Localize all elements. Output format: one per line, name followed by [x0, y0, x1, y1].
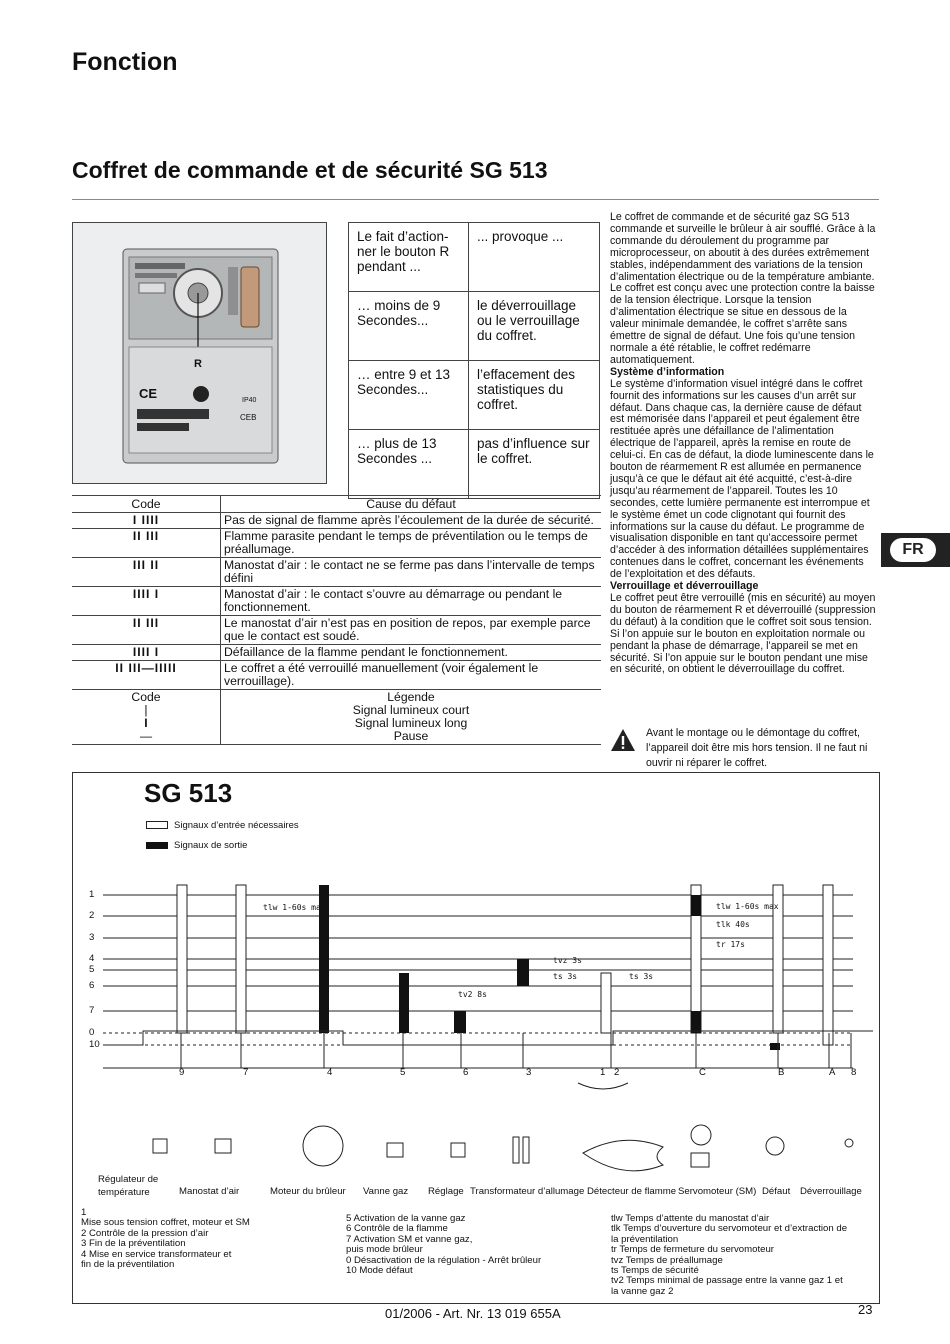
blink-code: II III: [72, 529, 221, 558]
footnote-line: tr Temps de fermeture du servomoteur: [611, 1244, 774, 1256]
phase-label: 4: [327, 1067, 333, 1078]
warning-note: [610, 726, 876, 771]
footnote-line: la vanne gaz 2: [611, 1285, 674, 1297]
component-label: Défaut: [762, 1186, 791, 1197]
phase-label: 3: [526, 1067, 532, 1078]
footnote-line: la préventilation: [611, 1233, 679, 1245]
ceb-label: CEB: [240, 413, 257, 422]
component-label: Détecteur de flamme: [587, 1186, 677, 1197]
footnote-line: puis mode brûleur: [346, 1244, 423, 1256]
ip-rating: IP40: [242, 397, 257, 404]
row-label: 4: [89, 953, 95, 964]
sequence-diagram: [72, 772, 880, 1304]
phase-label: 7: [243, 1067, 249, 1078]
output-bars: [319, 885, 780, 1050]
timing-label: tvz 3s: [553, 956, 582, 965]
intro-paragraph: Le coffret de commande et de sécurité gaz SG 513 commande et surveille le brûleur à air soufflé. Grâce à la commande du déroulement du programme par microprocesseur, on aboutit à des durées extrêmement stables, indépendamment des variations de la tension d’alimentation électrique ou de la température ambiante. Le coffret est conçu avec une protection contre la baisse de la tension électrique. Lorsque la tension d’alimentation électrique se situe en dessous de la valeur minimale demandée, le coffret s’arrête sans émettre de signal de défaut. Une fois qu’une tension normale a été rétablie, le coffret redémarre automatiquement.: [610, 211, 876, 366]
blink-code: II III: [72, 616, 221, 645]
action-header-right: ... provoque ...: [469, 223, 600, 292]
time-markers: [103, 1033, 853, 1068]
phase-label: B: [778, 1067, 785, 1078]
footnote-line: tlw Temps d’attente du manostat d’air: [611, 1213, 770, 1224]
footnote-line: 1: [81, 1207, 87, 1218]
footnote-line: tlk Temps d’ouverture du servomoteur et d’extraction de: [611, 1223, 848, 1235]
component-name: Régulateur de température: [98, 1174, 159, 1198]
footnote-line: ts Temps de sécurité: [611, 1265, 699, 1277]
warning-text: Avant le montage ou le démontage du coffret, l’appareil doit être mis hors tension. Il ne faut ni ouvrir ni réparer le coffret.: [646, 727, 868, 769]
device-illustration: [73, 223, 326, 483]
legend-item: Signal lumineux long: [354, 716, 468, 730]
action-row-left: … moins de 9 Secondes...: [349, 292, 469, 361]
legend-symbol-pause: —: [139, 729, 153, 743]
blink-code: III II: [72, 558, 221, 587]
blink-code: IIII I: [72, 645, 221, 661]
article-reference: 01/2006 - Art. Nr. 13 019 655A: [385, 1306, 561, 1321]
phase-label: 2: [614, 1067, 620, 1078]
footnote-line: Mise sous tension coffret, moteur et SM: [81, 1217, 250, 1229]
component-label: Vanne gaz: [363, 1186, 409, 1197]
key-output-label: Signaux de sortie: [174, 840, 248, 851]
legend-code-header: Code: [131, 690, 161, 704]
row-label: 2: [89, 910, 95, 921]
phase-label: 6: [463, 1067, 469, 1078]
phase-label: C: [699, 1067, 706, 1078]
description-column: [610, 212, 876, 676]
row-label: 1: [89, 889, 95, 900]
footnote-right: [611, 1214, 847, 1297]
blink-code: II III—IIIII: [72, 661, 221, 690]
legend-symbol-short: |: [144, 703, 148, 717]
timing-label: tlw 1-60s max: [716, 902, 779, 911]
warning-icon: [610, 728, 636, 752]
page-number: 23: [858, 1302, 873, 1317]
component-label: Réglage: [428, 1186, 464, 1197]
row-label: 7: [89, 1005, 95, 1016]
row-label: 0: [89, 1027, 95, 1038]
diagram-title: SG 513: [144, 778, 233, 808]
phase-label: 9: [179, 1067, 185, 1078]
phase-label: 8: [851, 1067, 857, 1078]
action-header-left: Le fait d’action-ner le bouton R pendant ...: [349, 223, 469, 292]
lock-paragraph: Le coffret peut être verrouillé (mis en sécurité) au moyen du bouton de réarmement R et déverrouillé (suppression du défaut) à la condition que le coffret soit sous tension. Si l’on appuie sur le bouton en exploitation normale ou pendant la phase de démarrage, l’appareil se met en sécurité. Si l’on appuie sur le bouton pendant une mise en sécurité, on obtient le déverrouillage du coffret.: [610, 592, 876, 676]
component-label: Déverrouillage: [800, 1186, 862, 1197]
footnote-line: fin de la préventilation: [81, 1259, 175, 1271]
component-label: Transformateur d’allumage: [470, 1186, 585, 1197]
row-label: 10: [89, 1039, 100, 1050]
fault-cause: Manostat d’air : le contact ne se ferme pas dans l’intervalle de temps défini: [221, 558, 602, 587]
footnote-line: 7 Activation SM et vanne gaz,: [346, 1233, 473, 1245]
phase-label: 5: [400, 1067, 406, 1078]
footnote-line: 6 Contrôle de la flamme: [346, 1223, 448, 1235]
footnote-line: 0 Désactivation de la régulation - Arrêt brûleur: [346, 1254, 542, 1266]
reset-button-table: [348, 222, 600, 499]
fault-cause: Le manostat d’air n’est pas en position de repos, par exemple parce que le contact est soudé.: [221, 616, 602, 645]
timing-label: tr 17s: [716, 940, 745, 949]
row-label: 5: [89, 964, 95, 975]
legend-cell: [221, 690, 602, 745]
fault-cause: Flamme parasite pendant le temps de préventilation ou le temps de préallumage.: [221, 529, 602, 558]
action-row-right: le déverrouillage ou le verrouillage du coffret.: [469, 292, 600, 361]
section-title: Fonction: [72, 48, 178, 76]
page-title: Coffret de commande et de sécurité SG 513: [72, 157, 548, 183]
component-symbols: [153, 1125, 853, 1171]
footnote-line: 2 Contrôle de la pression d’air: [81, 1227, 209, 1239]
phase-label: A: [829, 1067, 836, 1078]
heading-lock-unlock: Verrouillage et déverrouillage: [610, 580, 759, 593]
photo-label-r: R: [194, 358, 202, 370]
legend-item: Pause: [393, 729, 429, 743]
footnote-line: 10 Mode défaut: [346, 1265, 413, 1277]
timing-label: tlk 40s: [716, 920, 750, 929]
timing-label: tv2 8s: [458, 990, 487, 999]
fault-cause: Pas de signal de flamme après l’écoulement de la durée de sécurité.: [221, 513, 602, 529]
component-label: Servomoteur (SM): [678, 1186, 757, 1197]
footnote-line: tv2 Temps minimal de passage entre la vanne gaz 1 et: [611, 1275, 843, 1287]
footnote-line: 3 Fin de la préventilation: [81, 1238, 186, 1250]
footnote-left: [81, 1208, 250, 1270]
timing-label: ts 3s: [553, 972, 578, 981]
fault-cause: Défaillance de la flamme pendant le fonctionnement.: [221, 645, 602, 661]
signal-lines: [103, 895, 853, 1045]
footnote-middle: [346, 1214, 541, 1276]
component-label: Moteur du brûleur: [270, 1186, 346, 1197]
timing-label: tlw 1-60s max: [263, 903, 326, 912]
action-row-right: l’effacement des statistiques du coffret.: [469, 361, 600, 430]
component-label: Manostat d’air: [179, 1186, 240, 1197]
row-label: 6: [89, 980, 95, 991]
phase-label: 1: [600, 1067, 606, 1078]
footnote-line: tvz Temps de préallumage: [611, 1254, 723, 1266]
action-row-left: … entre 9 et 13 Secondes...: [349, 361, 469, 430]
legend-code-cell: [72, 690, 221, 745]
legend-symbol-long: I: [144, 716, 148, 730]
component-label: [98, 1173, 168, 1199]
heading-information-system: Système d’information: [610, 365, 725, 378]
blink-code: I IIII: [72, 513, 221, 529]
ce-mark: CE: [139, 386, 158, 401]
fault-cause: Le coffret a été verrouillé manuellement (voir également le verrouillage).: [221, 661, 602, 690]
timing-label: ts 3s: [629, 972, 654, 981]
cause-header: Cause du défaut: [221, 496, 602, 513]
action-row-left: … plus de 13 Secondes ...: [349, 430, 469, 499]
blink-code: IIII I: [72, 587, 221, 616]
key-input-label: Signaux d’entrée nécessaires: [174, 820, 299, 831]
fault-code-table: [72, 495, 601, 745]
footnote-line: 5 Activation de la vanne gaz: [346, 1213, 466, 1224]
language-label: FR: [890, 538, 936, 562]
fault-cause: Manostat d’air : le contact s’ouvre au démarrage ou pendant le fonctionnement.: [221, 587, 602, 616]
information-paragraph: Le système d’information visuel intégré dans le coffret fournit des informations sur les causes d’un arrêt sur défaut. Dans chaque cas, la dernière cause de défaut est mémorisée dans l’appareil et peut également être restituée après une défaillance de l’alimentation électrique de l’appareil, après la remise en route de celui-ci. En cas de défaut, la diode luminescente dans le bouton de réarmement R est allumée en permanence jusqu’à ce que le défaut ait été acquitté, c’est-à-dire jusqu’au réarmement de l’appareil. Toutes les 10 secondes, cette lumière permanente est interrompue et le système émet un code clignotant qui fournit des informations sur la cause du défaut. Le programme de visualisation disponible en tant qu’accessoire permet d’accéder à des information détaillées supplémentaires contenues dans le coffret, concernant les événements de l’exploitation et des défauts.: [610, 377, 874, 581]
language-tab: [881, 533, 950, 567]
footnote-line: 4 Mise en service transformateur et: [81, 1248, 232, 1260]
device-photo: [72, 222, 327, 484]
legend-title: Légende: [387, 690, 435, 704]
legend-item: Signal lumineux court: [352, 703, 470, 717]
action-row-right: pas d’influence sur le coffret.: [469, 430, 600, 499]
row-label: 3: [89, 932, 95, 943]
title-rule: [72, 199, 879, 200]
code-header: Code: [72, 496, 221, 513]
